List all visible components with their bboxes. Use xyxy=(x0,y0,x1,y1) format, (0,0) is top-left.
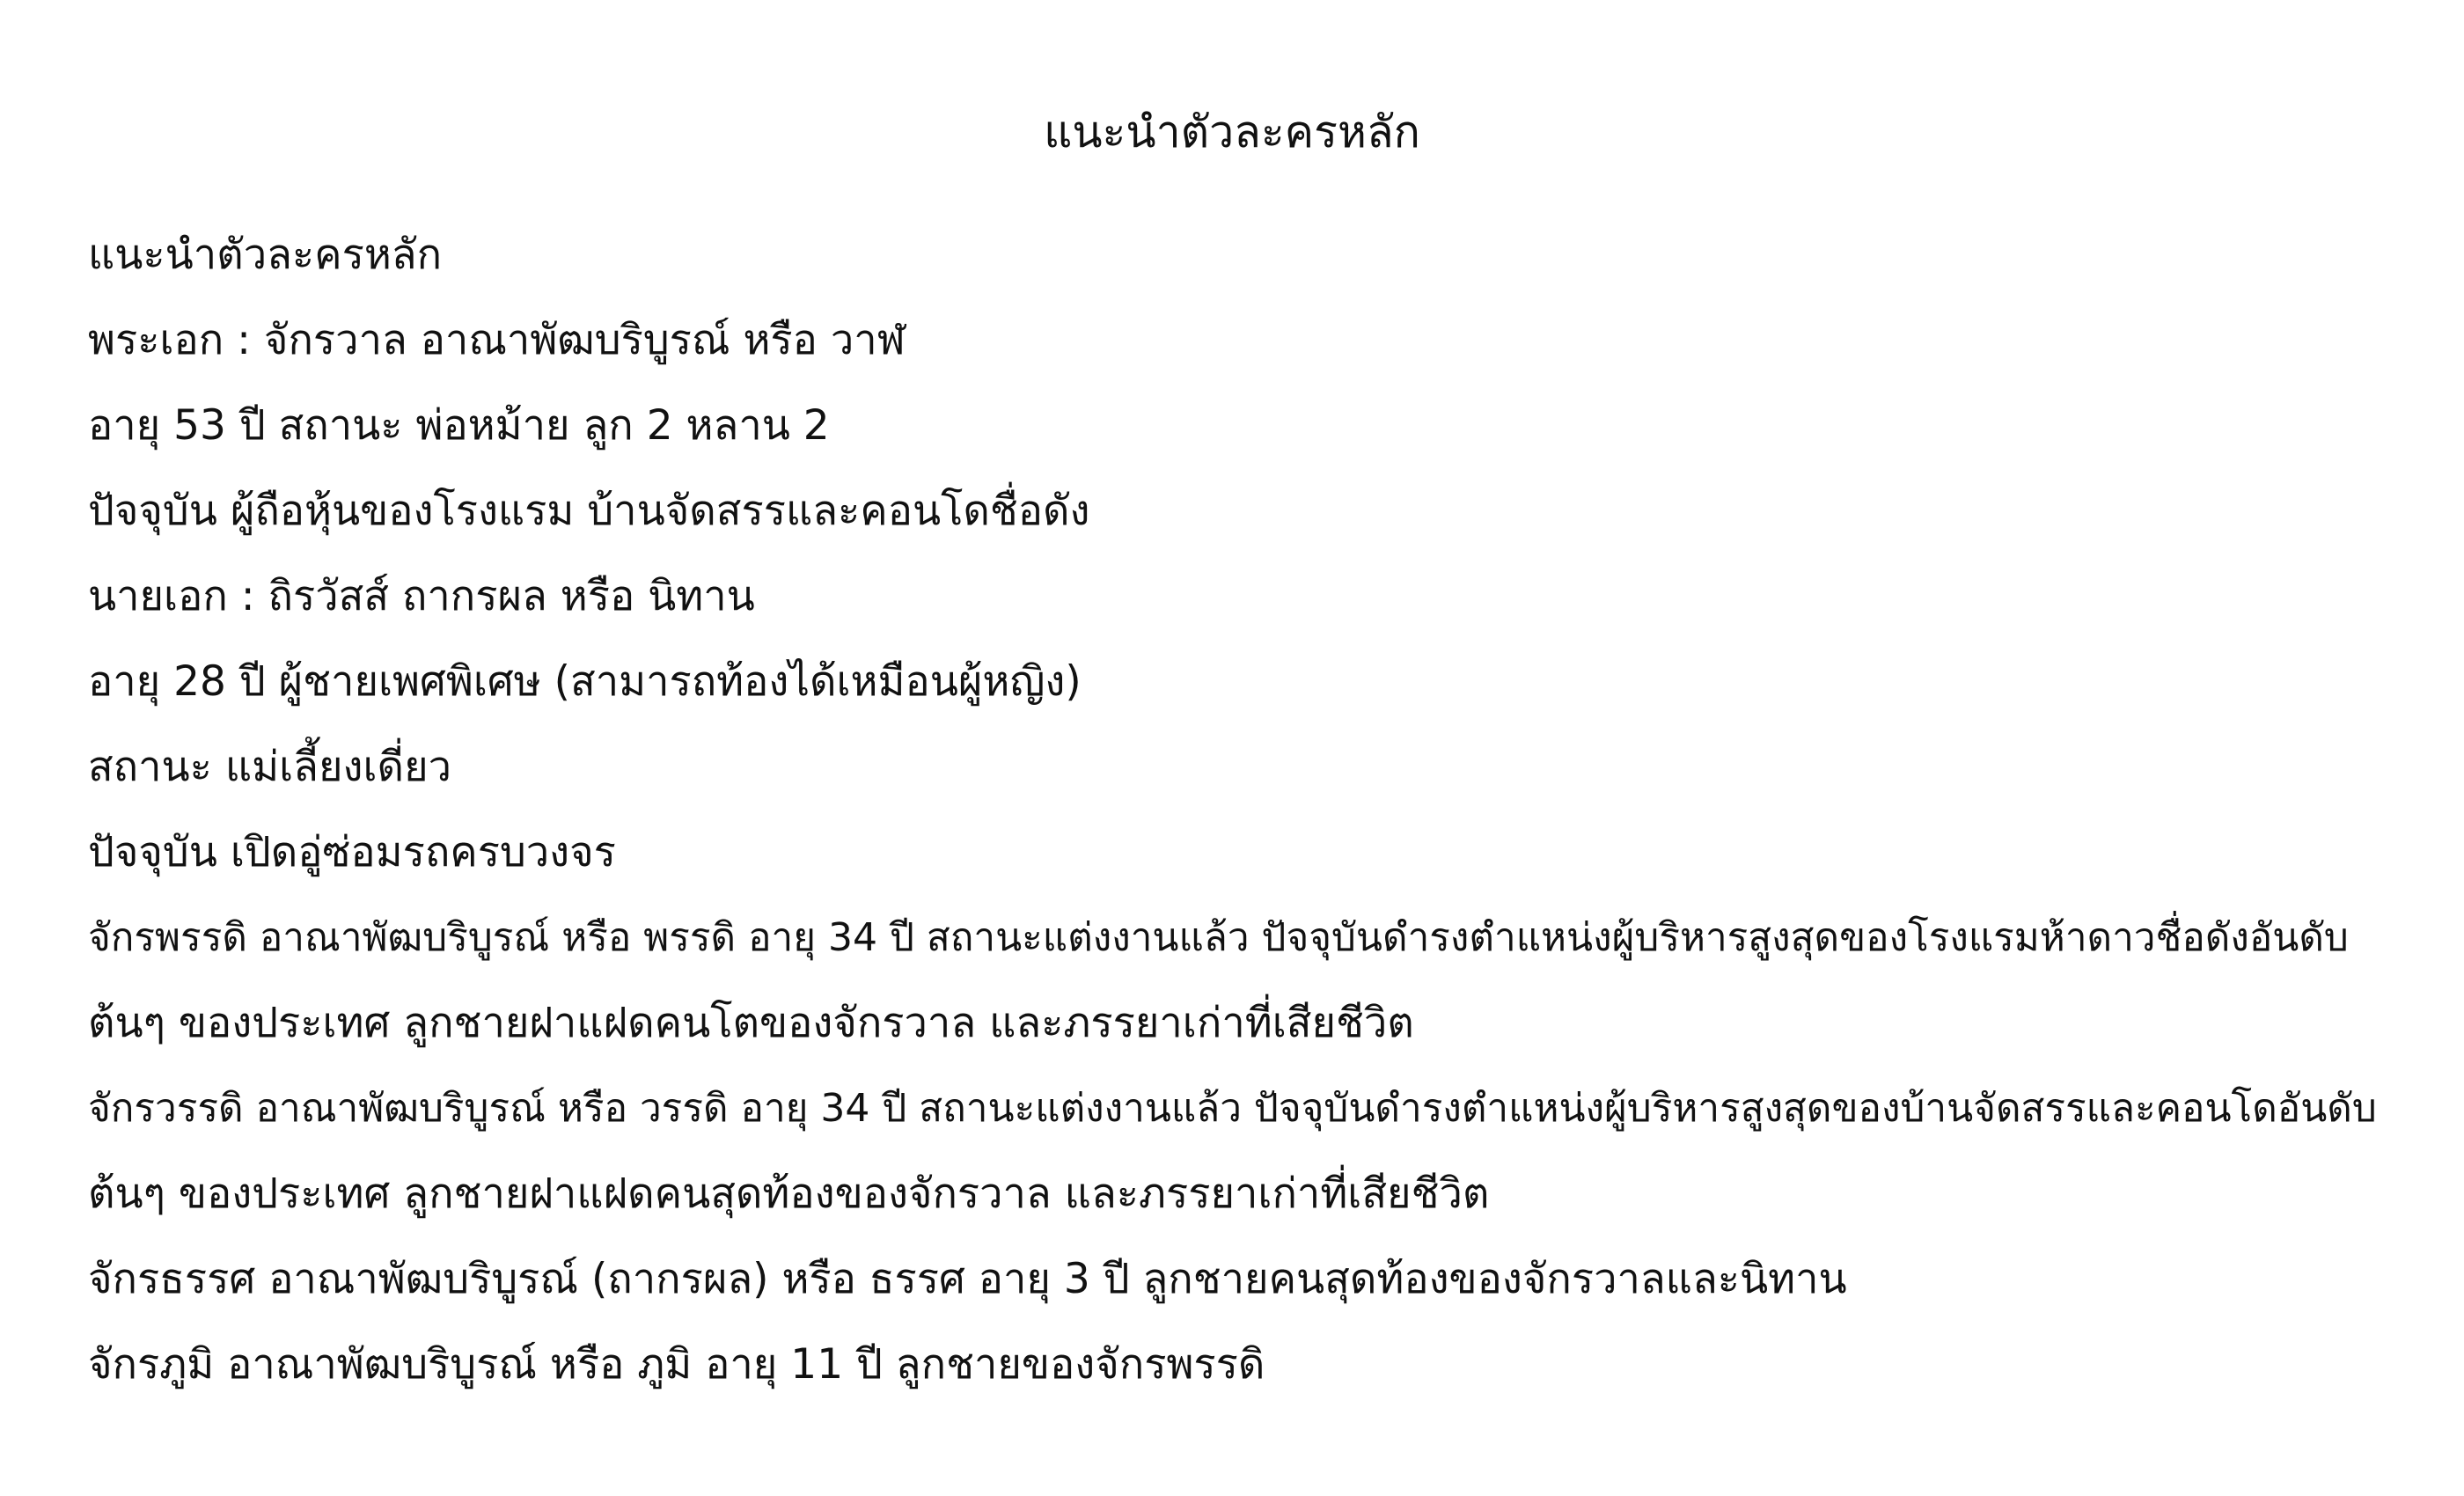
section-heading: แนะนำตัวละครหลัก xyxy=(88,231,443,279)
character-chakwat-line-2: ต้นๆ ของประเทศ ลูกชายฝาแฝดคนสุดท้องของจักรวาล และภรรยาเก่าที่เสียชีวิต xyxy=(88,1170,1490,1218)
document-body xyxy=(88,220,2411,1415)
page-title: แนะนำตัวละครหลัก xyxy=(1044,106,1420,158)
character-chakwat-line-1: จักรวรรดิ อาณาพัฒบริบูรณ์ หรือ วรรดิ อายุ 34 ปี สถานะแต่งงานแล้ว ปัจจุบันดำรงตำแหน่งผู้บริหารสูงสุดของบ้านจัดสรรและคอนโดอันดับ xyxy=(88,1086,2377,1131)
co-lead-age-line: อายุ 28 ปี ผู้ชายเพศพิเศษ (สามารถท้องได้เหมือนผู้หญิง) xyxy=(88,657,1082,706)
character-chaktham-line: จักรธรรศ อาณาพัฒบริบูรณ์ (ถากรผล) หรือ ธรรศ อายุ 3 ปี ลูกชายคนสุดท้องของจักรวาลและนิทาน xyxy=(88,1255,1847,1303)
co-lead-occupation-line: ปัจจุบัน เปิดอู่ซ่อมรถครบวงจร xyxy=(88,828,616,876)
protagonist-name-line: พระเอก : จักรวาล อาณาพัฒบริบูรณ์ หรือ วาฬ xyxy=(88,316,906,364)
character-chakphat-line-2: ต้นๆ ของประเทศ ลูกชายฝาแฝดคนโตของจักรวาล และภรรยาเก่าที่เสียชีวิต xyxy=(88,999,1414,1047)
protagonist-age-status-line: อายุ 53 ปี สถานะ พ่อหม้าย ลูก 2 หลาน 2 xyxy=(88,401,830,450)
co-lead-status-line: สถานะ แม่เลี้ยงเดี่ยว xyxy=(88,743,451,791)
protagonist-occupation-line: ปัจจุบัน ผู้ถือหุ้นของโรงแรม บ้านจัดสรรและคอนโดชื่อดัง xyxy=(88,487,1090,535)
co-lead-name-line: นายเอก : ถิรวัสส์ ถากรผล หรือ นิทาน xyxy=(88,572,755,620)
character-chakphat-line-1: จักรพรรดิ อาณาพัฒบริบูรณ์ หรือ พรรดิ อายุ 34 ปี สถานะแต่งงานแล้ว ปัจจุบันดำรงตำแหน่งผู้บริหารสูงสุดของโรงแรมห้าดาวชื่อดังอันดับ xyxy=(88,915,2349,960)
character-chakphum-line: จักรภูมิ อาณาพัฒบริบูรณ์ หรือ ภูมิ อายุ 11 ปี ลูกชายของจักรพรรดิ xyxy=(88,1340,1265,1389)
